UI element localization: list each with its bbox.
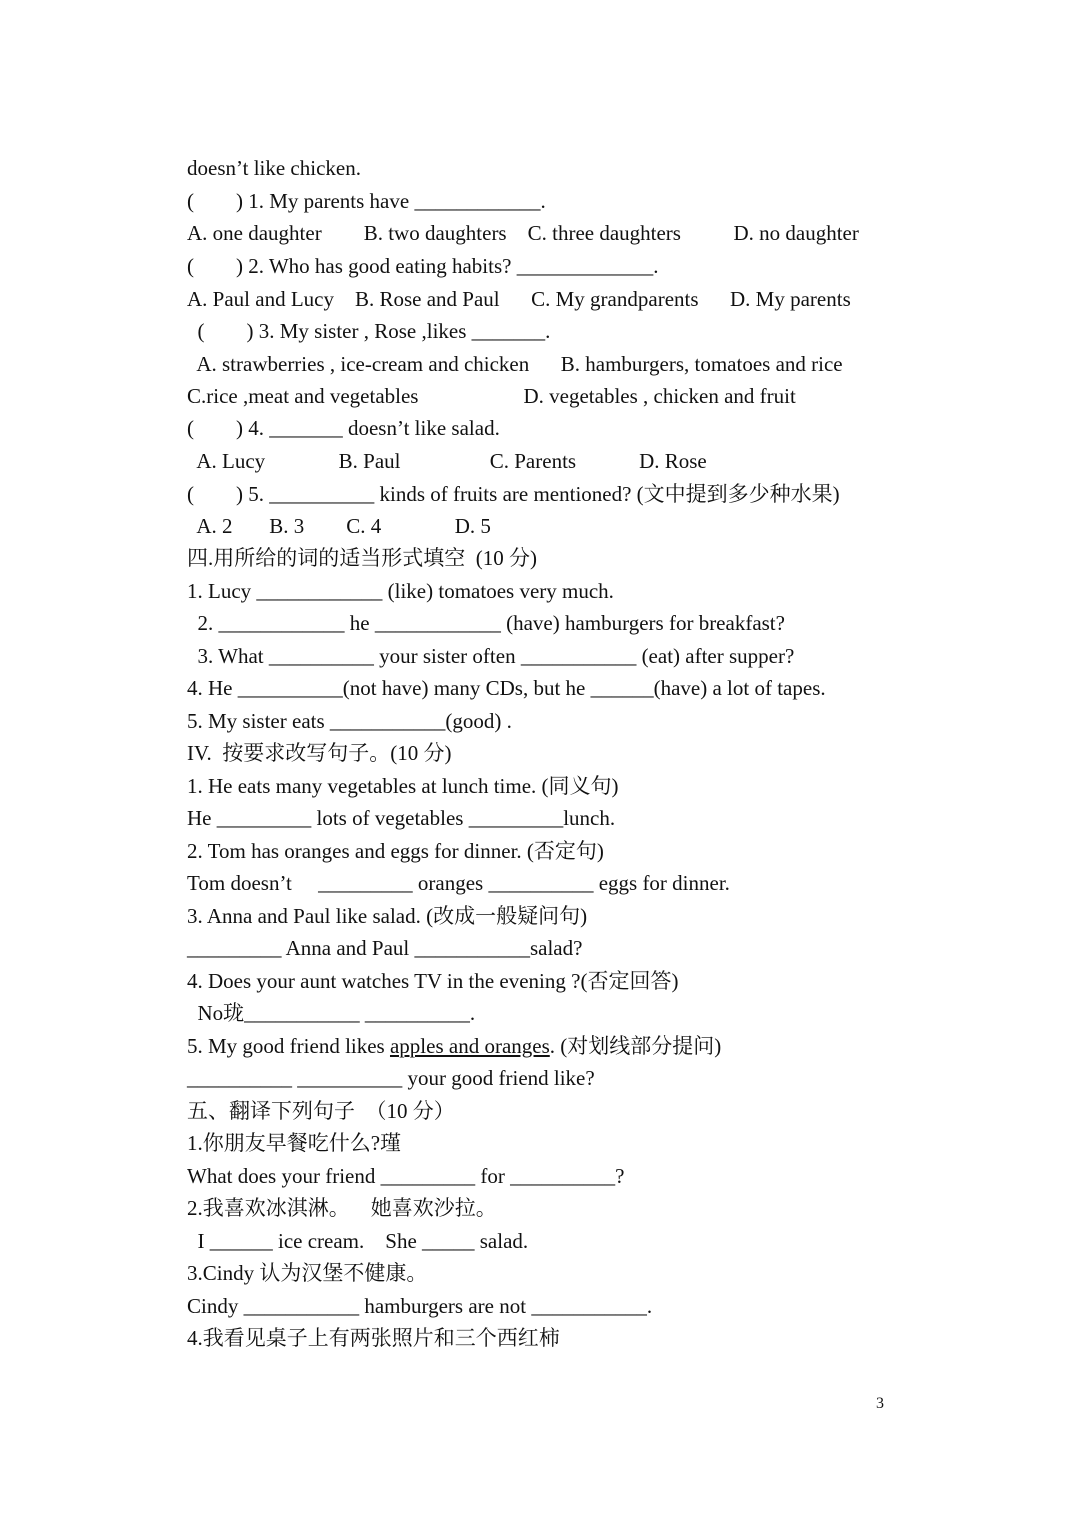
- text-line: 1.你朋友早餐吃什么?瑾: [187, 1131, 402, 1155]
- text-line: 4. He __________(not have) many CDs, but he ______(have) a lot of tapes.: [187, 676, 826, 700]
- text-line: ( ) 5. __________ kinds of fruits are mentioned? (文中提到多少种水果): [187, 482, 840, 506]
- underlined-phrase: apples and oranges: [389, 1034, 550, 1058]
- text-line: 五、翻译下列句子 （10 分）: [187, 1099, 455, 1123]
- text-line: A. 2 B. 3 C. 4 D. 5: [187, 514, 491, 538]
- text-line: 3. What __________ your sister often ___________ (eat) after supper?: [187, 644, 795, 668]
- text-line: 2. ____________ he ____________ (have) hamburgers for breakfast?: [187, 611, 785, 635]
- text-line: C.rice ,meat and vegetables D. vegetables , chicken and fruit: [187, 384, 796, 408]
- text-line: 4. Does your aunt watches TV in the evening ?(否定回答): [187, 969, 679, 993]
- text-line: 1. Lucy ____________ (like) tomatoes very much.: [187, 579, 614, 603]
- text-line: ( ) 4. _______ doesn’t like salad.: [187, 416, 500, 440]
- text-line: _________ Anna and Paul ___________salad?: [187, 936, 583, 960]
- text-line: 2. Tom has oranges and eggs for dinner. (否定句): [187, 839, 604, 863]
- text-line: Tom doesn’t _________ oranges __________ eggs for dinner.: [187, 871, 730, 895]
- text-line: ( ) 1. My parents have ____________.: [187, 189, 546, 213]
- text-line: ( ) 3. My sister , Rose ,likes _______.: [187, 319, 551, 343]
- text-line: He _________ lots of vegetables _________lunch.: [187, 806, 616, 830]
- text-line: A. Lucy B. Paul C. Parents D. Rose: [187, 449, 707, 473]
- text-line: ( ) 2. Who has good eating habits? _____________.: [187, 254, 659, 278]
- text-line: A. strawberries , ice-cream and chicken B. hamburgers, tomatoes and rice: [187, 352, 843, 376]
- text-line: A. one daughter B. two daughters C. three daughters D. no daughter: [187, 221, 859, 245]
- text-line: What does your friend _________ for __________?: [187, 1164, 625, 1188]
- text-line: 1. He eats many vegetables at lunch time. (同义句): [187, 774, 619, 798]
- text-line: 4.我看见桌子上有两张照片和三个西红柿: [187, 1326, 560, 1350]
- text-line: A. Paul and Lucy B. Rose and Paul C. My grandparents D. My parents: [187, 287, 851, 311]
- text-line: No珑___________ __________.: [187, 1001, 476, 1025]
- text-line: IV. 按要求改写句子。(10 分): [187, 741, 452, 765]
- text-line: 5. My sister eats ___________(good) .: [187, 709, 512, 733]
- text-line: 四.用所给的词的适当形式填空 (10 分): [187, 546, 537, 570]
- text-line: I ______ ice cream. She _____ salad.: [187, 1229, 529, 1253]
- text-line: 2.我喜欢冰淇淋。 她喜欢沙拉。: [187, 1196, 497, 1220]
- page-number: 3: [876, 1395, 884, 1412]
- text-line: doesn’t like chicken.: [187, 156, 361, 180]
- text-line: 5. My good friend likes apples and oranges. (对划线部分提问): [187, 1034, 722, 1058]
- text-line: 3.Cindy 认为汉堡不健康。: [187, 1261, 428, 1285]
- text-line: Cindy ___________ hamburgers are not ___________.: [187, 1294, 653, 1318]
- text-line: 3. Anna and Paul like salad. (改成一般疑问句): [187, 904, 588, 928]
- text-line: __________ __________ your good friend like?: [187, 1066, 595, 1090]
